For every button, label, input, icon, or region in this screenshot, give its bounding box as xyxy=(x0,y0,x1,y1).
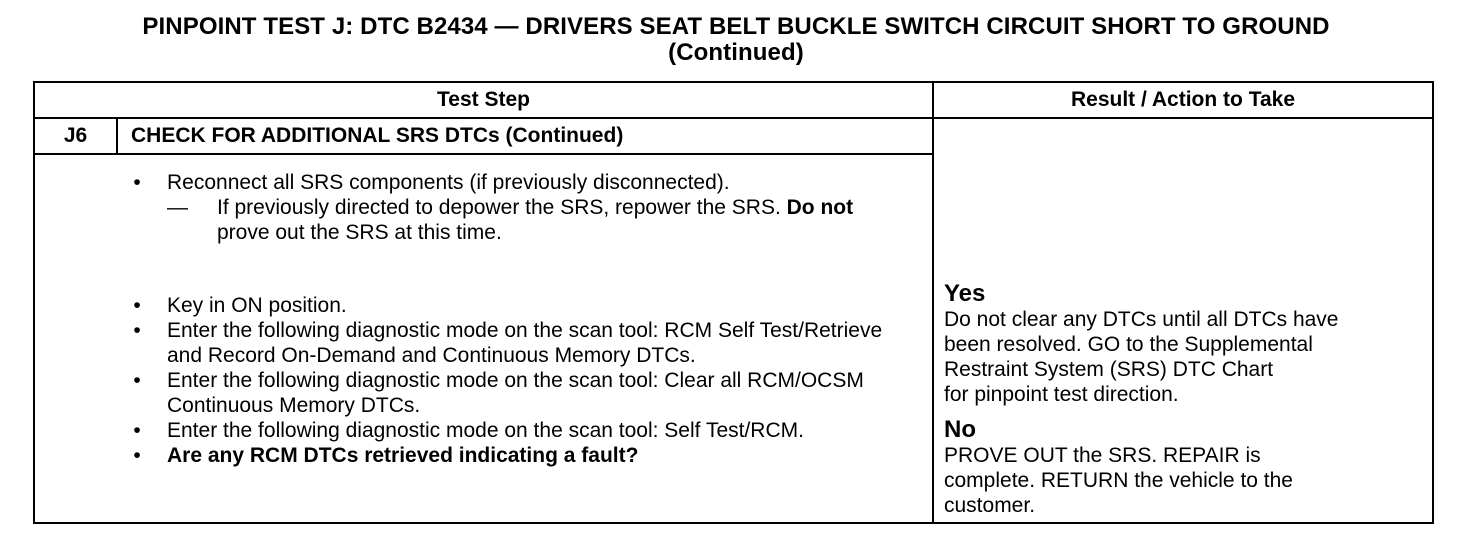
result-yes-line-2: been resolved. GO to the Supplemental xyxy=(944,333,1313,356)
bullet-icon: • xyxy=(133,419,141,442)
column-divider xyxy=(932,83,934,522)
header-result-action: Result / Action to Take xyxy=(1070,88,1296,111)
step-title-divider xyxy=(35,153,932,155)
step-id: J6 xyxy=(63,124,88,147)
step-question: Are any RCM DTCs retrieved indicating a fault? xyxy=(167,444,639,467)
result-yes-line-4: for pinpoint test direction. xyxy=(944,383,1179,406)
step-text: Enter the following diagnostic mode on the scan tool: RCM Self Test/Retrieve and Record On-Demand and Continuous Memory DTCs. xyxy=(167,319,883,367)
result-yes-line-1: Do not clear any DTCs until all DTCs have xyxy=(944,308,1339,331)
result-no xyxy=(944,417,1434,518)
result-yes-line-3: Restraint System (SRS) DTC Chart xyxy=(944,358,1274,381)
page-title xyxy=(0,14,1472,66)
list-item xyxy=(129,418,907,443)
bullet-icon: • xyxy=(133,171,141,194)
result-no-line-3: customer. xyxy=(944,494,1036,517)
result-no-line-2: complete. RETURN the vehicle to the xyxy=(944,469,1293,492)
step-text: Reconnect all SRS components (if previously disconnected). xyxy=(167,171,730,194)
pinpoint-test-table xyxy=(33,81,1434,524)
sub-step-text-1: If previously directed to depower the SRS, repower the SRS. xyxy=(217,196,787,219)
list-item xyxy=(129,368,907,418)
result-no-heading: No xyxy=(944,416,976,443)
test-step-list-1 xyxy=(129,170,907,245)
step-title: CHECK FOR ADDITIONAL SRS DTCs (Continued) xyxy=(131,124,624,147)
list-item xyxy=(129,170,907,245)
bullet-icon: • xyxy=(133,294,141,317)
sub-step-text-2: prove out the SRS at this time. xyxy=(217,221,502,244)
result-yes-heading: Yes xyxy=(944,280,986,307)
list-item xyxy=(129,293,907,318)
step-text: Enter the following diagnostic mode on the scan tool: Self Test/RCM. xyxy=(167,419,804,442)
step-text: Enter the following diagnostic mode on the scan tool: Clear all RCM/OCSM Continuous Memory DTCs. xyxy=(167,369,864,417)
title-line-2: (Continued) xyxy=(668,39,804,66)
sub-step xyxy=(167,195,857,245)
header-test-step: Test Step xyxy=(437,88,530,111)
list-item xyxy=(129,318,907,368)
list-item xyxy=(129,443,907,468)
bullet-icon: • xyxy=(133,369,141,392)
step-text: Key in ON position. xyxy=(167,294,347,317)
step-id-divider xyxy=(116,119,118,153)
result-no-line-1: PROVE OUT the SRS. REPAIR is xyxy=(944,444,1261,467)
title-line-1: PINPOINT TEST J: DTC B2434 — DRIVERS SEAT BELT BUCKLE SWITCH CIRCUIT SHORT TO GROUND xyxy=(142,13,1330,40)
sub-step-emphasis: Do not xyxy=(786,196,854,219)
dash-icon: — xyxy=(167,196,188,219)
bullet-icon: • xyxy=(133,444,141,467)
test-step-list-2 xyxy=(129,293,907,468)
result-yes xyxy=(944,281,1434,407)
bullet-icon: • xyxy=(133,319,141,342)
